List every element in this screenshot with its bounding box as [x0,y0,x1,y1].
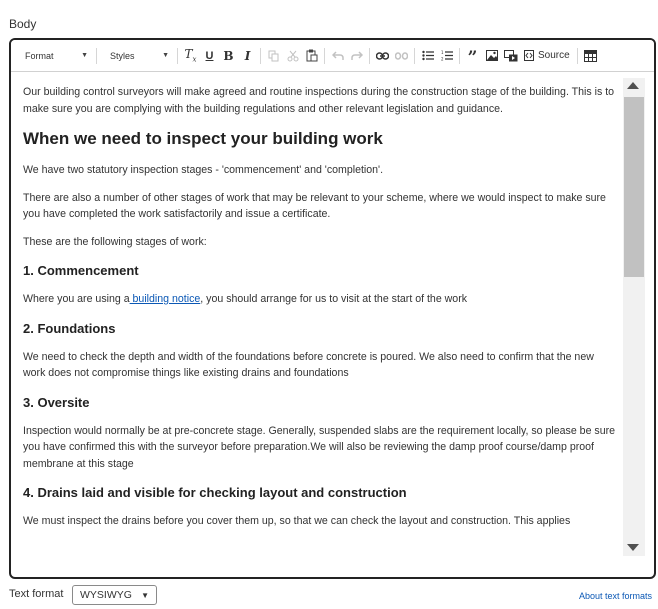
media-button[interactable] [501,45,520,67]
body-field-label: Body [9,17,37,31]
remove-format-button[interactable] [181,45,200,67]
unlink-button[interactable] [392,45,411,67]
editor-toolbar [11,40,654,72]
source-icon [524,50,534,61]
styles-dropdown-label: Styles [110,50,135,61]
section-heading: 4. Drains laid and visible for checking layout and construction [23,485,407,500]
svg-text:2: 2 [440,56,444,61]
rich-text-editor[interactable] [9,38,656,579]
redo-icon [351,51,363,61]
scroll-thumb[interactable] [624,97,644,277]
image-icon [486,50,498,61]
toolbar-separator [369,48,370,64]
format-dropdown[interactable] [15,45,93,67]
text-format-select[interactable] [72,585,157,605]
text-format-value: WYSIWYG [80,589,132,601]
scroll-up-arrow-icon[interactable] [627,82,639,89]
section-heading: 3. Oversite [23,394,90,410]
toolbar-separator [577,48,578,64]
italic-button[interactable] [238,45,257,67]
blockquote-icon: ” [467,48,478,68]
italic-icon: I [244,48,251,63]
table-button[interactable] [581,45,600,67]
link-button[interactable] [373,45,392,67]
paragraph: We must inspect the drains before you cover them up, so that we can check the layout and construction. This applies [23,515,571,527]
paste-icon [306,49,318,62]
copy-button[interactable] [264,45,283,67]
format-dropdown-label: Format [25,50,54,61]
text-format-label: Text format [9,588,64,600]
paste-button[interactable] [302,45,321,67]
text-span: , you should arrange for us to visit at the start of the work [200,293,468,305]
blockquote-button[interactable] [463,45,482,67]
chevron-down-icon: ▼ [81,52,88,59]
styles-dropdown[interactable] [100,45,174,67]
editor-content[interactable] [23,84,615,579]
media-icon [504,50,518,62]
section-heading: 2. Foundations [23,320,116,336]
paragraph: These are the following stages of work: [23,235,207,248]
cut-button[interactable] [283,45,302,67]
intro-paragraph: Our building control surveyors will make agreed and routine inspections during the construction stage of the building. This is to make sure you are complying with the building regulations and other relevant legislation and guidance. [23,86,615,115]
bold-icon: B [223,48,234,63]
unlink-icon [395,52,408,60]
underline-button[interactable] [200,45,219,67]
paragraph: We have two statutory inspection stages - 'commencement' and 'completion'. [23,164,384,176]
toolbar-separator [96,48,97,64]
paragraph: There are also a number of other stages of work that may be relevant to your scheme, where we would inspect to make sure you have completed the work satisfactorily and issue a certificate. [23,191,606,220]
toolbar-separator [260,48,261,64]
main-heading: When we need to inspect your building work [23,129,383,148]
building-notice-link[interactable]: building notice [129,293,201,305]
link-icon [376,52,389,60]
toolbar-separator [414,48,415,64]
text-span: Where you are using a [23,293,130,305]
underline-icon: U [205,49,214,62]
about-text-formats-link[interactable]: About text formats [578,591,652,601]
remove-format-icon: $T_x$ [184,47,197,64]
chevron-down-icon: ▼ [162,52,169,59]
toolbar-separator [324,48,325,64]
numbered-list-icon [441,50,453,61]
numbered-list-button[interactable] [437,45,456,67]
undo-button[interactable] [328,45,347,67]
paragraph [23,291,615,308]
paragraph: We need to check the depth and width of the foundations before concrete is poured. We also need to confirm that the new work does not compromise things like existing drains and foundations [23,350,594,379]
bulleted-list-button[interactable] [418,45,437,67]
svg-text:1: 1 [440,50,444,55]
bulleted-list-icon [422,50,434,61]
paragraph: Inspection would normally be at pre-concrete stage. Generally, suspended slabs are the requirement locally, so please be sure you have confirmed this with the surveyor before preparation.We will also be reviewing the damp proof course/damp proof membrane at this stage [23,424,615,470]
table-icon [584,50,597,62]
toolbar-separator [459,48,460,64]
source-label: Source [538,50,570,61]
chevron-down-icon: ▼ [141,590,149,600]
redo-button[interactable] [347,45,366,67]
image-button[interactable] [482,45,501,67]
scroll-down-arrow-icon[interactable] [627,544,639,551]
vertical-scrollbar[interactable] [623,78,645,556]
undo-icon [332,51,344,61]
toolbar-separator [177,48,178,64]
section-heading: 1. Commencement [23,263,139,278]
bold-button[interactable] [219,45,238,67]
cut-icon [287,50,299,62]
source-button[interactable] [520,45,574,67]
copy-icon [268,50,280,62]
